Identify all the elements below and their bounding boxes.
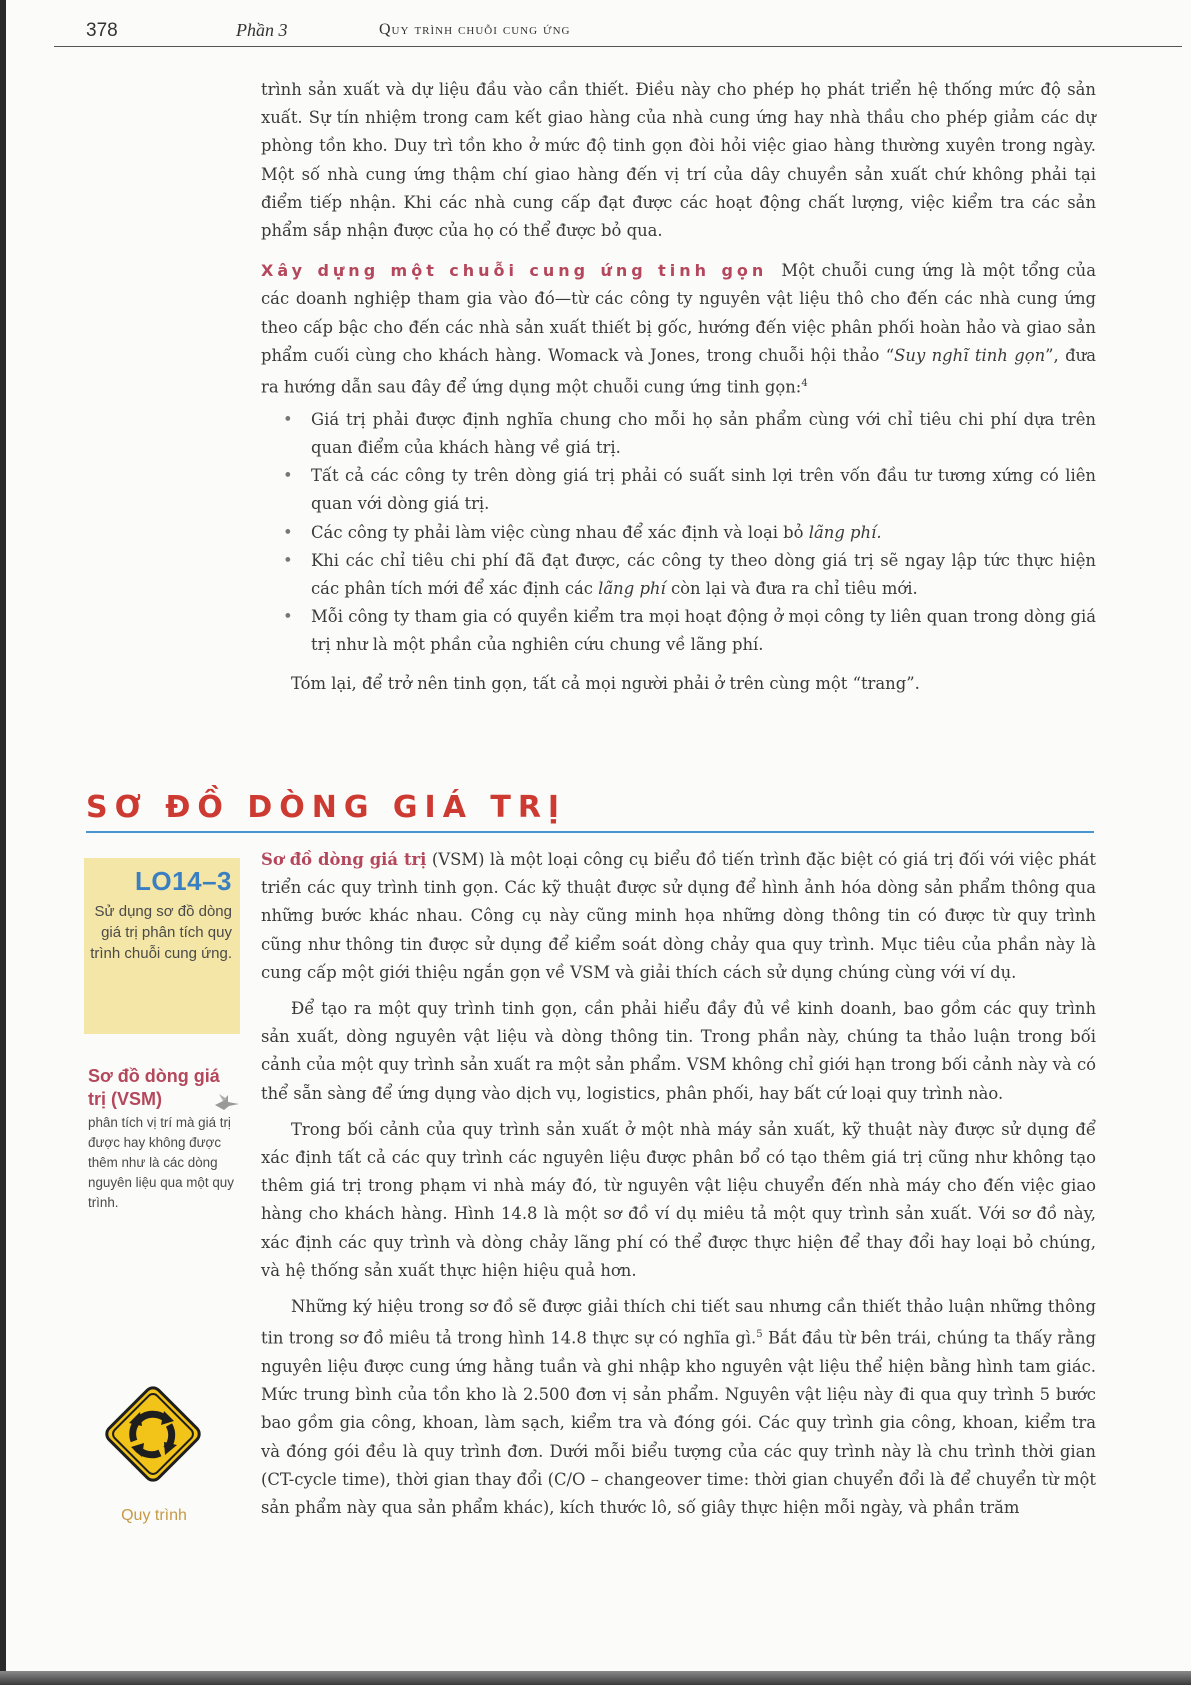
lo-code: LO14–3 xyxy=(135,866,232,896)
vsm-paragraph-4: Những ký hiệu trong sơ đồ sẽ được giải thích chi tiết sau nhưng cần thiết thảo luận những thông tin trong sơ đồ miêu tả trong hình 14.8 thực sự có nghĩa gì.$^5$ Bắt đầu từ bên trái, chúng ta thấy rằng nguyên liệu được cung ứng hằng tuần và ghi nhập kho nguyên vật liệu thể hiện bằng hình tam giác. Mức trung bình của tồn kho là 2.500 đơn vị sản phẩm. Nguyên vật liệu này đi qua quy trình 5 bước bao gồm gia công, khoan, làm sạch, kiểm tra và đóng gói. Các quy trình gia công, khoan, kiểm tra và đóng gói đều là quy trình đơn. Dưới mỗi biểu tượng của các quy trình này là chu trình thời gian (CT-cycle time), thời gian thay đổi (C/O – changeover time: thời gian chuyển đổi là để chuyển từ một sản phẩm này qua sản phẩm khác), kích thước lô, số giây thực hiện mỗi ngày, và phần trăm xyxy=(261,1297,1097,1517)
section-rule xyxy=(86,831,1094,833)
lean-chain-heading: Xây dựng một chuỗi cung ứng tinh gọn xyxy=(261,261,768,281)
upper-text-block xyxy=(261,76,1096,698)
page-number: 378 xyxy=(86,20,118,41)
learning-objective-box xyxy=(84,858,240,1034)
glossary-term: Sơ đồ dòng giá trị (VSM) xyxy=(88,1066,220,1109)
process-roundabout-sign-icon xyxy=(98,1379,208,1489)
footnote-5: 5 xyxy=(756,1329,763,1341)
lean-chain-paragraph xyxy=(261,257,1096,401)
header-rule xyxy=(54,46,1182,47)
list-item: • Tất cả các công ty trên dòng giá trị phải có suất sinh lợi trên vốn đầu tư tương xứng có liên quan với dòng giá trị. xyxy=(261,462,1096,518)
vsm-term: Sơ đồ dòng giá trị xyxy=(261,850,427,869)
lean-thinking-title: Suy nghĩ tinh gọn xyxy=(894,345,1046,365)
glossary-definition: phân tích vị trí mà giá trị được hay không được thêm như là các dòng nguyên liệu qua một quy trình. xyxy=(88,1115,234,1210)
lo-text: Sử dụng sơ đồ dòng giá trị phân tích quy trình chuỗi cung ứng. xyxy=(90,903,232,962)
list-item: • Giá trị phải được định nghĩa chung cho mỗi họ sản phẩm cùng với chỉ tiêu chi phí dựa trên quan điểm của khách hàng về giá trị. xyxy=(261,406,1096,462)
intro-paragraph: trình sản xuất và dự liệu đầu vào cần thiết. Điều này cho phép họ phát triển hệ thống mức độ sản xuất. Sự tín nhiệm trong cam kết giao hàng của nhà cung ứng hay nhà thầu cho phép giảm các dự phòng tồn kho. Duy trì tồn kho ở mức độ tinh gọn đòi hỏi việc giao hàng thường xuyên trong ngày. Một số nhà cung ứng thậm chí giao hàng đến vị trí của dây chuyền sản xuất chứ không phải tại điểm tiếp nhận. Khi các nhà cung cấp đạt được các hoạt động chất lượng, việc kiểm tra các sản phẩm sắp nhận được của họ có thể được bỏ qua. xyxy=(261,80,1096,241)
section-text-block xyxy=(261,846,1096,1522)
lean-chain-text-b: ”, đưa ra hướng dẫn sau đây để ứng dụng một chuỗi cung ứng tinh gọn: xyxy=(261,345,1096,397)
scan-bottom-edge xyxy=(0,1671,1191,1685)
vsm-paragraph-3: Trong bối cảnh của quy trình sản xuất ở một nhà máy sản xuất, kỹ thuật này được sử dụng để xác định tất cả các quy trình các nguyên liệu được phân bổ có tạo thêm giá trị cũng như không tạo thêm giá trị trong phạm vi nhà máy đó, từ nguyên vật liệu chuyển đến nhà máy cho đến việc giao hàng cho khách hàng. Hình 14.8 là một sơ đồ ví dụ miêu tả một quy trình sản xuất. Với sơ đồ này, xác định các quy trình và dòng chảy lãng phí có thể được thực hiện để thay đổi hay loại bỏ chúng, và hệ thống sản xuất thực hiện hiệu quả hơn. xyxy=(261,1119,1096,1280)
lean-chain-text-a: Một chuỗi cung ứng là một tổng của các doanh nghiệp tham gia vào đó—từ các công ty nguyên vật liệu thô cho đến các nhà cung ứng theo cấp bậc cho đến các nhà sản xuất thiết bị gốc, hướng đến việc phân phối hoàn hảo và giao sản phẩm cuối cùng cho khách hàng. Womack và Jones, trong chuỗi hội thảo “ xyxy=(261,261,1097,365)
sign-caption: Quy trình xyxy=(121,1507,187,1524)
vsm-paragraph-1: Sơ đồ dòng giá trị (VSM) là một loại công cụ biểu đồ tiến trình đặc biệt có giá trị đối với việc phát triển các quy trình tinh gọn. Các kỹ thuật được sử dụng để hình ảnh hóa dòng sản phẩm thông qua những bước khác nhau. Công cụ này cũng minh họa những dòng thông tin có được từ quy trình cũng như thông tin được sử dụng để kiểm soát dòng chảy qua quy trình. Mục tiêu của phần này là cung cấp một giới thiệu ngắn gọn về VSM và giải thích cách sử dụng chúng cùng với ví dụ. xyxy=(261,850,1097,982)
section-title: SƠ ĐỒ DÒNG GIÁ TRỊ xyxy=(86,790,567,825)
list-item: • Khi các chỉ tiêu chi phí đã đạt được, các công ty theo dòng giá trị sẽ ngay lập tức thực hiện các phân tích mới để xác định các lãng phí còn lại và đưa ra chỉ tiêu mới. xyxy=(261,547,1096,603)
part-label: Phần 3 xyxy=(236,20,288,40)
summary-paragraph: Tóm lại, để trở nên tinh gọn, tất cả mọi người phải ở trên cùng một “trang”. xyxy=(291,673,920,693)
lean-guidelines-list xyxy=(261,406,1096,660)
glossary-entry xyxy=(88,1065,240,1213)
list-item: • Các công ty phải làm việc cùng nhau để xác định và loại bỏ lãng phí. xyxy=(261,519,1096,547)
scan-left-edge xyxy=(0,0,6,1685)
chapter-title: Quy trình chuỗi cung ứng xyxy=(379,21,571,38)
footnote-4: 4 xyxy=(801,378,808,390)
list-item: • Mỗi công ty tham gia có quyền kiểm tra mọi hoạt động ở mọi công ty liên quan trong dòng giá trị như là một phần của nghiên cứu chung về lãng phí. xyxy=(261,603,1096,659)
glossary-bird-icon xyxy=(214,1093,240,1111)
running-header xyxy=(86,18,1180,44)
vsm-paragraph-2: Để tạo ra một quy trình tinh gọn, cần phải hiểu đầy đủ về kinh doanh, bao gồm các quy trình sản xuất, dòng nguyên vật liệu và dòng thông tin. Trong phần này, chúng ta thảo luận trong bối cảnh của một quy trình sản xuất ra một sản phẩm. VSM không chỉ giới hạn trong bối cảnh này và có thể sẵn sàng để ứng dụng vào dịch vụ, logistics, phân phối, hay bất cứ loại quy trình nào. xyxy=(261,999,1096,1103)
